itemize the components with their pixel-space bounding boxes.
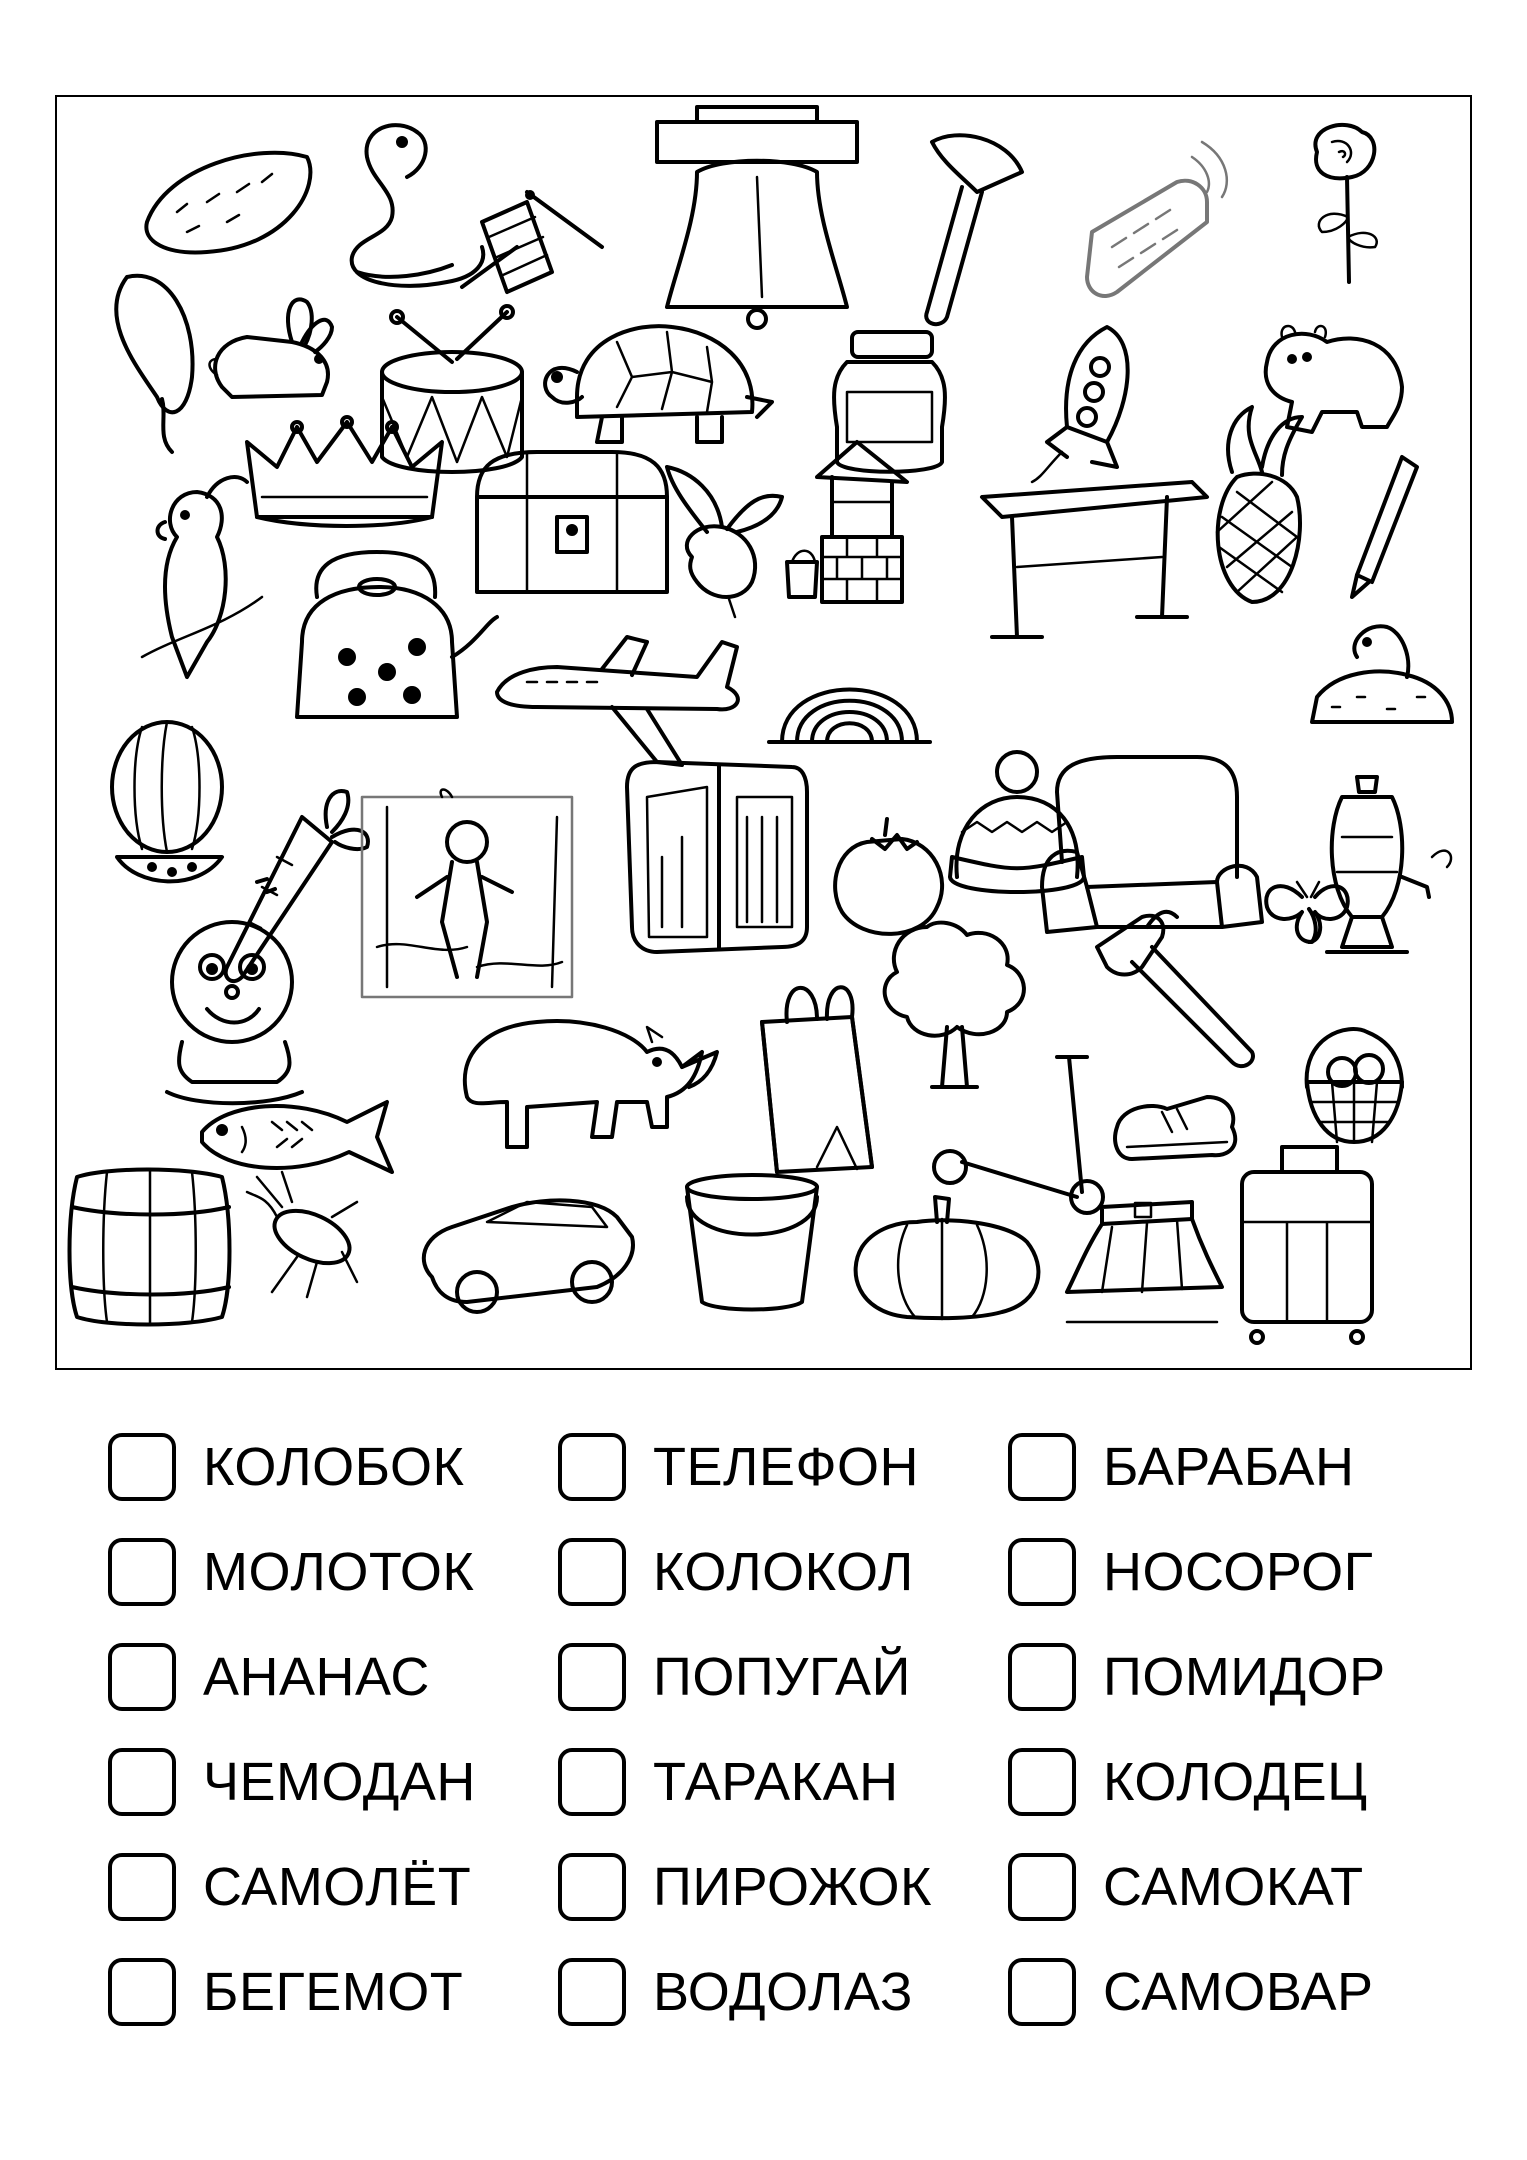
checklist-item — [558, 1740, 988, 1820]
item-label: АНАНАС — [203, 1647, 430, 1707]
checkbox[interactable] — [558, 1643, 626, 1711]
checkbox[interactable] — [108, 1538, 176, 1606]
balloon-icon — [116, 276, 192, 452]
item-label: НОСОРОГ — [1103, 1542, 1374, 1602]
checkbox[interactable] — [558, 1538, 626, 1606]
basket-icon — [1307, 1029, 1402, 1142]
item-label: БАРАБАН — [1103, 1437, 1355, 1497]
checklist-item — [108, 1740, 538, 1820]
checklist-item — [1008, 1530, 1438, 1610]
item-label: ВОДОЛАЗ — [653, 1962, 913, 2022]
hammer-icon — [1097, 912, 1253, 1066]
butterfly-icon — [1266, 882, 1348, 942]
checkbox[interactable] — [1008, 1748, 1076, 1816]
watermelon-icon — [112, 722, 275, 892]
checkbox[interactable] — [558, 1748, 626, 1816]
item-label: САМОЛЁТ — [203, 1857, 472, 1917]
word-checklist — [0, 1425, 1527, 2065]
checkbox[interactable] — [108, 1643, 176, 1711]
checklist-item — [558, 1845, 988, 1925]
checklist-item — [1008, 1425, 1438, 1505]
parrot-icon — [142, 477, 262, 677]
diver-icon — [362, 790, 572, 998]
item-label: КОЛОКОЛ — [653, 1542, 914, 1602]
checkbox[interactable] — [558, 1433, 626, 1501]
item-label: КОЛОДЕЦ — [1103, 1752, 1368, 1812]
checkbox[interactable] — [108, 1853, 176, 1921]
checklist-item — [108, 1425, 538, 1505]
scooter-icon — [934, 1057, 1103, 1213]
picture-area — [55, 95, 1472, 1370]
item-label: ТЕЛЕФОН — [653, 1437, 920, 1497]
car-icon — [424, 1200, 633, 1312]
item-label: ТАРАКАН — [653, 1752, 899, 1812]
checkbox[interactable] — [1008, 1538, 1076, 1606]
checkbox[interactable] — [108, 1748, 176, 1816]
fish-icon — [202, 1102, 392, 1172]
bag-icon — [762, 987, 872, 1172]
tomato-icon — [835, 819, 942, 934]
item-label: САМОВАР — [1103, 1962, 1374, 2022]
kettle-icon — [297, 552, 497, 717]
item-label: ПОПУГАЙ — [653, 1647, 911, 1707]
item-label: КОЛОБОК — [203, 1437, 465, 1497]
checklist-item — [108, 1530, 538, 1610]
item-label: МОЛОТОК — [203, 1542, 475, 1602]
checkbox[interactable] — [1008, 1643, 1076, 1711]
rhino-icon — [465, 1021, 717, 1147]
tree-icon — [885, 923, 1024, 1087]
pineapple-icon — [1217, 407, 1302, 602]
rose-icon — [1315, 125, 1376, 282]
item-label: ПОМИДОР — [1103, 1647, 1386, 1707]
checklist-item — [1008, 1740, 1438, 1820]
phone-icon — [1087, 142, 1227, 296]
radish-icon — [667, 467, 782, 617]
jar-icon — [834, 332, 945, 472]
checklist-item — [1008, 1845, 1438, 1925]
checklist-item — [108, 1950, 538, 2030]
pirozhok-icon — [146, 153, 310, 253]
thread-needle-icon — [462, 192, 602, 292]
samovar-icon — [1327, 777, 1451, 952]
checkbox[interactable] — [1008, 1958, 1076, 2026]
carrot-icon — [226, 791, 368, 981]
crown-icon — [247, 417, 442, 526]
checkbox[interactable] — [558, 1958, 626, 2026]
axe-icon — [926, 135, 1022, 324]
rainbow-icon — [769, 690, 930, 743]
checkbox[interactable] — [108, 1433, 176, 1501]
item-label: ЧЕМОДАН — [203, 1752, 476, 1812]
checklist-item — [558, 1950, 988, 2030]
barrel-icon — [70, 1169, 230, 1325]
suitcase-icon — [1242, 1147, 1372, 1343]
checklist-item — [108, 1845, 538, 1925]
checkbox[interactable] — [1008, 1433, 1076, 1501]
checkbox[interactable] — [558, 1853, 626, 1921]
hippo-icon — [1266, 326, 1402, 432]
airplane-icon — [497, 637, 738, 765]
checklist-item — [1008, 1635, 1438, 1715]
shoe-icon — [1115, 1097, 1235, 1159]
checklist-item — [558, 1635, 988, 1715]
skirt-icon — [1067, 1202, 1222, 1322]
rocket-icon — [1032, 327, 1128, 482]
item-label: БЕГЕМОТ — [203, 1962, 464, 2022]
turtle-icon — [545, 326, 772, 442]
chest-icon — [477, 452, 667, 592]
checklist-item — [558, 1530, 988, 1610]
checklist-item — [558, 1425, 988, 1505]
checkbox[interactable] — [1008, 1853, 1076, 1921]
item-label: САМОКАТ — [1103, 1857, 1364, 1917]
bell-icon — [657, 107, 857, 328]
checklist-item — [108, 1635, 538, 1715]
pumpkin-icon — [856, 1197, 1039, 1319]
pencil-case-icon — [627, 762, 807, 952]
cockroach-icon — [247, 1172, 358, 1297]
mole-icon — [1312, 626, 1452, 722]
item-label: ПИРОЖОК — [653, 1857, 932, 1917]
cobra-icon — [352, 125, 484, 286]
pen-icon — [1352, 457, 1417, 597]
desk-icon — [982, 482, 1207, 637]
checklist-item — [1008, 1950, 1438, 2030]
rabbit-icon — [210, 299, 333, 397]
checkbox[interactable] — [108, 1958, 176, 2026]
bucket-icon — [687, 1175, 817, 1310]
